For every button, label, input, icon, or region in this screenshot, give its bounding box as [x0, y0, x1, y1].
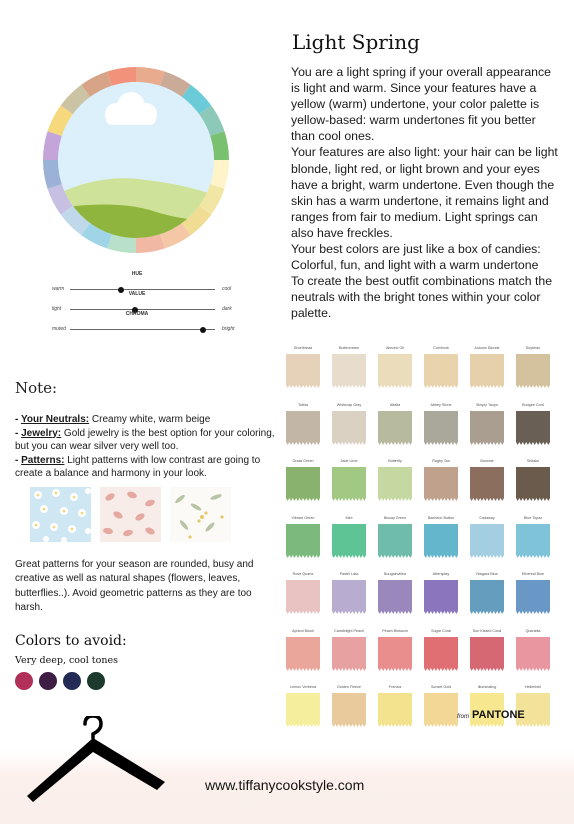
neutrals-text: Creamy white, warm beige [89, 414, 211, 425]
swatch-name: Aftersplay [432, 572, 450, 576]
swatch-name: Blue Topaz [523, 515, 543, 520]
swatch-name: Frenzia [388, 685, 402, 689]
swatch-name: Shortbread [293, 346, 313, 350]
swatch-name: Simply Taupe [475, 402, 499, 407]
avoid-color-dot [15, 672, 33, 690]
color-wheel [36, 60, 236, 260]
swatch-name: Buttercream [338, 346, 360, 350]
slider-knob[interactable] [200, 327, 206, 333]
pantone-from: from [457, 714, 469, 720]
swatch-name: Grass Green [292, 459, 314, 463]
avoid-subtitle: Very deep, cool tones [15, 655, 118, 666]
swatch-name: Bachelor Button [427, 515, 455, 520]
swatch-name: Cadaway [479, 515, 495, 520]
hanger-icon [25, 716, 175, 806]
slider-label: VALUE [128, 291, 146, 297]
color-swatch [286, 524, 320, 558]
swatch-name: Sugar Coral [431, 628, 451, 633]
color-swatch [332, 637, 366, 671]
swatch-name: Cornhusk [433, 346, 449, 350]
slider-left-label: muted [52, 326, 66, 332]
color-swatch [424, 524, 458, 558]
swatch-name: Sun Kissed Coral [472, 628, 502, 633]
pantone-logo [457, 709, 525, 721]
color-swatch [286, 467, 320, 501]
swatch-name: Almond Oil [385, 346, 405, 350]
color-swatch [516, 467, 550, 501]
swatch-name: Biscay Green [383, 515, 407, 520]
swatch-name: Sunset Gold [430, 685, 452, 689]
jewelry-text: Gold jewelry is the best option for your coloring, but you can wear silver very well too. [15, 427, 275, 452]
note-jewelry: - Jewelry: Gold jewelry is the best option for your coloring, but you can wear silver very well too. [15, 427, 275, 452]
jewelry-label: Jewelry: [21, 427, 62, 439]
color-swatch [470, 354, 504, 388]
swatch-name: Bougainvillea [384, 572, 406, 576]
color-swatch [332, 693, 366, 727]
swatch-name: Lemon Verbena [289, 685, 317, 689]
footer-website[interactable]: www.tiffanycookstyle.com [205, 777, 365, 793]
color-swatch [424, 467, 458, 501]
color-swatch [378, 354, 412, 388]
slider-label: HUE [131, 271, 143, 277]
patterns-text: Light patterns with low contrast are going to create a balance and harmony in your look. [15, 454, 261, 479]
swatch-name: Bungee Cord [522, 402, 544, 407]
slider-track[interactable] [70, 289, 215, 290]
color-swatch [516, 411, 550, 445]
intro-paragraph: Your best colors are just like a box of candies: Colorful, fun, and light with a warm undertone [291, 242, 541, 273]
swatch-name: Golden Fleece [337, 685, 361, 689]
pantone-brand: PANTONE [472, 709, 525, 721]
swatch-name: Jade Lime [340, 459, 358, 463]
note-neutrals: - Your Neutrals: Creamy white, warm beige [15, 414, 211, 425]
slider-track[interactable] [70, 309, 215, 310]
color-swatch [470, 637, 504, 671]
swatch-name: Hellenbell [524, 685, 542, 689]
swatch-name: Illuminating [477, 685, 497, 689]
patterns-paragraph: Great patterns for your season are rounded, busy and creative as well as natural shapes (flowers, leaves, butterflies..). Avoid geometric patterns as they are too harsh. [15, 559, 254, 613]
color-swatch [378, 524, 412, 558]
swatch-name: Mint [345, 515, 353, 520]
swatch-name: Ethereal Blue [521, 572, 545, 576]
color-swatch [470, 524, 504, 558]
note-list [15, 413, 275, 481]
color-swatch [332, 411, 366, 445]
avoid-color-dot [63, 672, 81, 690]
color-swatch [286, 637, 320, 671]
color-swatch [378, 411, 412, 445]
slider-right-label: cool [222, 286, 232, 292]
swatch-name: Rugby Tan [432, 459, 450, 463]
color-swatch [470, 580, 504, 614]
swatch-name: Whitecap Gray [336, 402, 362, 407]
daisy-pattern-image [30, 487, 91, 542]
swatch-name: Tofeta [297, 402, 309, 407]
swatch-name: Rose Quartz [292, 572, 314, 576]
swatch-name: Abbey Stone [430, 402, 452, 407]
avoid-color-dot [87, 672, 105, 690]
slider-left-label: light [52, 306, 62, 312]
swatch-name: Apricot Blush [292, 628, 314, 633]
color-swatch [286, 693, 320, 727]
color-swatch [470, 411, 504, 445]
swatch-name: Shitake [526, 459, 540, 463]
swatch-name: Quartzita [525, 628, 541, 633]
leaf-pattern-image [170, 487, 231, 542]
butterfly-pattern-image [100, 487, 161, 542]
avoid-color-dot [39, 672, 57, 690]
slider-label: CHROMA [125, 311, 149, 317]
color-swatch [332, 580, 366, 614]
neutrals-label: Your Neutrals: [20, 414, 90, 425]
intro-paragraph: You are a light spring if your overall appearance is light and warm. Since your features have a yellow (warm) undertone, your color palette is yellow-based: warm undertones fit you better than cool ones. [291, 65, 551, 144]
color-swatch [470, 467, 504, 501]
slider-track[interactable] [70, 329, 215, 330]
color-swatch [332, 354, 366, 388]
intro-text [291, 64, 561, 322]
intro-paragraph: Your features are also light: your hair can be light blonde, light red, or light brown and your eyes have a bright, warm undertone. Even though the skin has a warm undertone, it remains light and ranges from fair to medium. Light springs can also have freckles. [291, 145, 558, 240]
color-swatch [286, 411, 320, 445]
color-swatch [286, 354, 320, 388]
slider-left-label: warm [52, 286, 65, 292]
color-swatch [378, 467, 412, 501]
color-swatch [516, 580, 550, 614]
note-title: Note: [15, 379, 58, 397]
swatch-name: Peach Blossom [382, 628, 408, 633]
patterns-label: Patterns: [21, 454, 65, 466]
swatch-name: Alfalfa [389, 402, 401, 407]
swatch-name: Niagara Blue [476, 572, 498, 576]
note-patterns: - Patterns: Light patterns with low contrast are going to create a balance and harmony in your look. [15, 454, 261, 479]
swatch-name: Soybean [525, 346, 541, 350]
color-swatch [378, 693, 412, 727]
swatch-name: Autumn Blonde [474, 346, 500, 350]
page-title: Light Spring [292, 30, 420, 54]
swatch-name: Brownie [480, 459, 494, 463]
swatch-name: Vibrant Green [291, 515, 315, 520]
swatch-name: Candlelight Peach [334, 628, 364, 633]
slider-right-label: bright [222, 326, 235, 332]
color-swatch [516, 524, 550, 558]
color-swatch [378, 580, 412, 614]
color-swatch [378, 637, 412, 671]
color-swatch [286, 580, 320, 614]
color-swatch [332, 524, 366, 558]
color-swatch [516, 354, 550, 388]
color-swatch [424, 411, 458, 445]
intro-paragraph: To create the best outfit combinations match the neutrals with the bright tones within your color palette. [291, 274, 553, 321]
swatch-name: Butterfly [388, 459, 402, 463]
avoid-title: Colors to avoid: [15, 633, 127, 649]
color-swatch [424, 354, 458, 388]
color-swatch [424, 693, 458, 727]
color-swatch [424, 637, 458, 671]
color-swatch [424, 580, 458, 614]
color-swatch [332, 467, 366, 501]
slider-right-label: dark [222, 306, 232, 312]
color-swatch [516, 637, 550, 671]
swatch-name: Pastel Lilac [339, 572, 359, 576]
